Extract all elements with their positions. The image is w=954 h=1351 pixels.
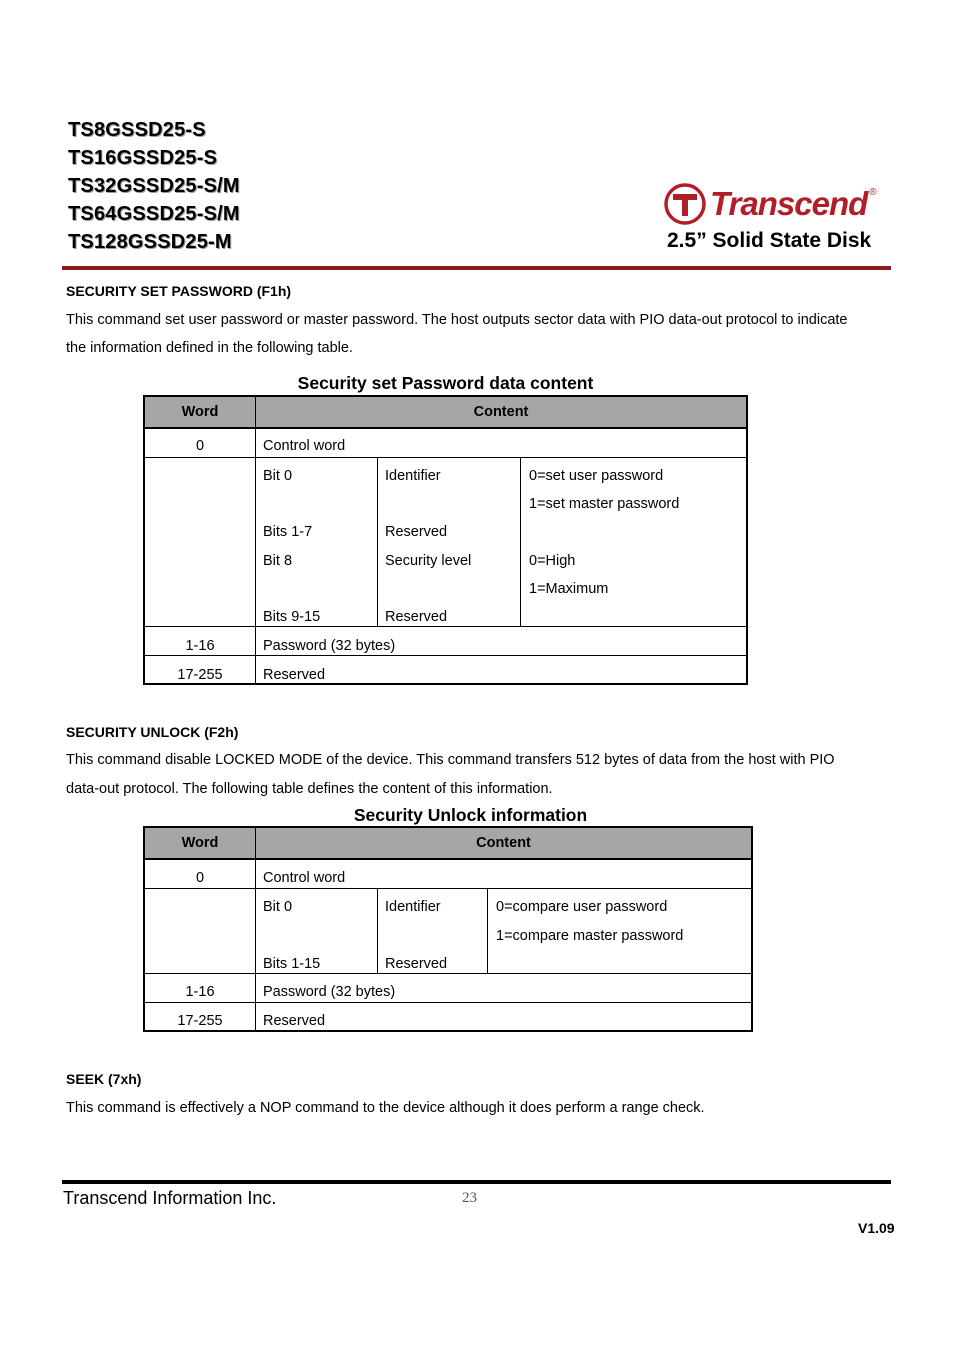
column-divider (255, 627, 256, 655)
bit-description: 1=Maximum (529, 581, 609, 597)
page-number: 23 (462, 1190, 477, 1206)
header-divider (62, 266, 891, 270)
bit-description: 0=High (529, 553, 576, 569)
section-paragraph: This command is effectively a NOP command to the device although it does perform a range check. (66, 1100, 705, 1116)
table-caption: Security Unlock information (353, 805, 588, 825)
table-row (145, 626, 746, 655)
bit-label: Bits 1-7 (263, 524, 313, 540)
column-divider (255, 1003, 256, 1030)
word-cell: 0 (195, 438, 205, 454)
table-row (145, 429, 746, 457)
unlock-table (143, 826, 753, 1032)
bit-name: Reserved (385, 609, 448, 625)
bit-description: 1=compare master password (496, 928, 684, 944)
content-cell: Control word (263, 438, 346, 454)
logo-wordmark: Transcend (710, 185, 868, 222)
model-name: TS128GSSD25-M (68, 231, 232, 253)
column-divider (520, 458, 521, 626)
section-heading: SECURITY SET PASSWORD (F1h) (66, 283, 292, 299)
footer-company: Transcend Information Inc. (63, 1188, 277, 1208)
table-row (145, 1002, 751, 1030)
word-cell: 0 (195, 870, 205, 886)
column-divider (255, 860, 256, 888)
model-list (68, 116, 240, 256)
document-version: V1.09 (858, 1220, 895, 1236)
column-divider (255, 974, 256, 1002)
column-header-word: Word (181, 835, 219, 851)
bit-name: Security level (385, 553, 472, 569)
bit-label: Bit 8 (263, 553, 293, 569)
transcend-logo (664, 183, 877, 225)
bit-label: Bit 0 (263, 899, 293, 915)
table-caption: Security set Password data content (297, 373, 594, 393)
set-password-table (143, 395, 748, 685)
content-cell: Password (32 bytes) (263, 638, 396, 654)
section-heading: SEEK (7xh) (66, 1071, 142, 1087)
model-name: TS8GSSD25-S (68, 119, 206, 141)
bit-label: Bits 9-15 (263, 609, 321, 625)
section-heading: SECURITY UNLOCK (F2h) (66, 724, 239, 740)
column-divider (255, 656, 256, 683)
bit-name: Identifier (385, 468, 441, 484)
bit-name: Identifier (385, 899, 441, 915)
table-row (145, 860, 751, 888)
column-divider (255, 429, 256, 457)
column-divider (377, 458, 378, 626)
footer-divider (62, 1180, 891, 1184)
column-header-content: Content (476, 835, 531, 851)
bit-description: 1=set master password (529, 496, 680, 512)
column-header-content: Content (473, 404, 529, 420)
column-header-word: Word (181, 404, 219, 420)
product-subtitle: 2.5” Solid State Disk (667, 229, 872, 252)
registered-mark: ® (869, 187, 877, 198)
bit-name: Reserved (385, 956, 448, 972)
content-cell: Control word (263, 870, 346, 886)
table-header-row (145, 828, 751, 860)
table-header-row (145, 397, 746, 429)
table-row (145, 655, 746, 683)
model-name: TS16GSSD25-S (68, 147, 218, 169)
bit-name: Reserved (385, 524, 448, 540)
word-cell: 1-16 (185, 638, 215, 654)
table-row-bits (145, 888, 751, 973)
word-cell: 1-16 (185, 984, 215, 1000)
bit-description: 0=set user password (529, 468, 664, 484)
bit-label: Bits 1-15 (263, 956, 321, 972)
section-paragraph-line: This command disable LOCKED MODE of the device. This command transfers 512 bytes of data from the host with PIO (66, 752, 835, 768)
content-cell: Reserved (263, 667, 326, 683)
bit-label: Bit 0 (263, 468, 293, 484)
content-cell: Password (32 bytes) (263, 984, 396, 1000)
table-row-bits (145, 457, 746, 626)
word-cell: 17-255 (177, 667, 223, 683)
word-cell: 17-255 (177, 1013, 223, 1029)
table-row (145, 973, 751, 1002)
section-paragraph-line: data-out protocol. The following table defines the content of this information. (66, 781, 553, 797)
content-cell: Reserved (263, 1013, 326, 1029)
model-name: TS64GSSD25-S/M (68, 203, 240, 225)
bit-description: 0=compare user password (496, 899, 668, 915)
column-divider (377, 889, 378, 973)
section-paragraph-line: This command set user password or master password. The host outputs sector data with PIO data-out protocol to indicate (66, 312, 848, 328)
section-paragraph-line: the information defined in the following table. (66, 340, 353, 356)
column-divider (255, 458, 256, 626)
transcend-logo-icon (664, 183, 706, 225)
column-divider (487, 889, 488, 973)
column-divider (255, 889, 256, 973)
model-name: TS32GSSD25-S/M (68, 175, 240, 197)
